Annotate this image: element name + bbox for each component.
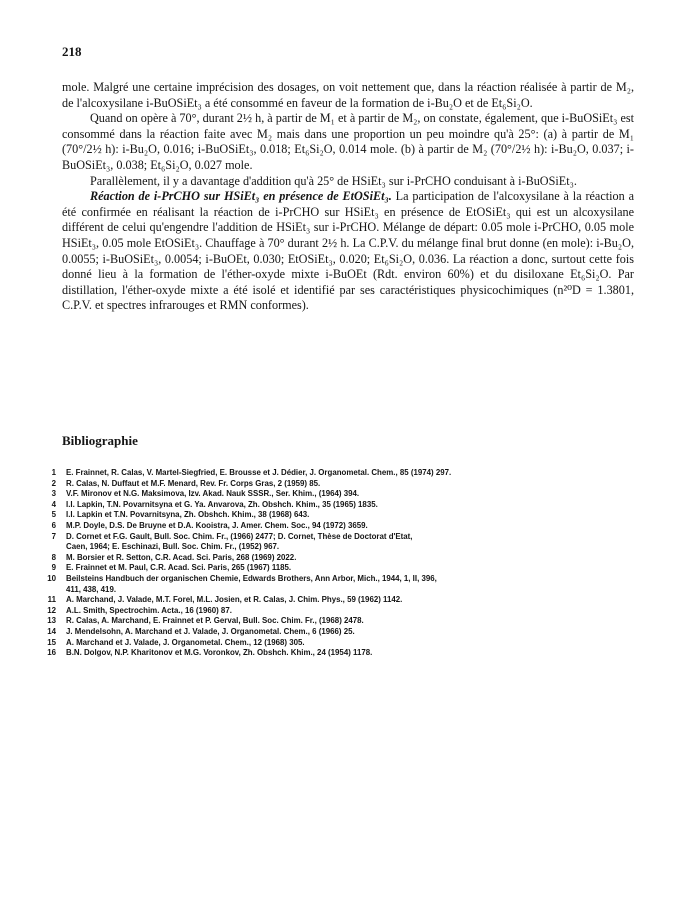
reference-number: 15 <box>47 637 56 647</box>
reference-text: A.L. Smith, Spectrochim. Acta., 16 (1960) 87. <box>66 605 232 615</box>
paragraph: Parallèlement, il y a davantage d'addition qu'à 25° de HSiEt₃ sur i-PrCHO conduisant à i-BuOSiEt₃. <box>90 173 577 188</box>
reference-item-continuation <box>42 542 642 553</box>
reference-item <box>42 595 642 606</box>
reference-item <box>42 510 642 521</box>
reference-item <box>42 574 642 585</box>
reference-item <box>42 638 642 649</box>
reference-number: 11 <box>47 595 56 605</box>
reference-text: R. Calas, N. Duffaut et M.F. Menard, Rev. Fr. Corps Gras, 2 (1959) 85. <box>66 478 321 488</box>
reference-text: M. Borsier et R. Setton, C.R. Acad. Sci. Paris, 268 (1969) 2022. <box>66 552 297 562</box>
reference-number <box>42 542 56 553</box>
bibliography-heading: Bibliographie <box>62 433 138 448</box>
reference-number: 9 <box>51 563 56 573</box>
reference-text: D. Cornet et F.G. Gault, Bull. Soc. Chim. Fr., (1966) 2477; D. Cornet, Thèse de Doctorat d'Etat, <box>66 531 413 541</box>
reference-text: I.I. Lapkin et T.N. Povarnitsyna, Zh. Obshch. Khim., 38 (1968) 643. <box>66 510 310 520</box>
reference-number: 3 <box>51 489 56 499</box>
reference-item <box>42 521 642 532</box>
reference-number: 16 <box>47 648 56 658</box>
reference-text: V.F. Mironov et N.G. Maksimova, Izv. Akad. Nauk SSSR., Ser. Khim., (1964) 394. <box>66 489 360 499</box>
reference-item-continuation <box>42 585 642 596</box>
reference-number: 8 <box>51 552 56 562</box>
reference-item <box>42 489 642 500</box>
reference-number: 7 <box>51 531 56 541</box>
reference-item <box>42 468 642 479</box>
reaction-text: La participation de l'alcoxysilane à la réaction a été confirmée en réalisant la réaction de i-PrCHO sur HSiEt₃ en présence de EtOSiEt₃ qui est un alcoxysilane différent de celui qu'engendre l'addition de HSiEt₃ sur i-PrCHO. Mélange de départ: 0.05 mole i-PrCHO, 0.05 mole HSiEt₃, 0.05 mole EtOSiEt₃. Chauffage à 70° durant 2½ h. La C.P.V. du mélange final brut donne (en mole): i-Bu₂O, 0.0055; i-BuOSiEt₃, 0.0054; i-BuOEt, 0.030; EtOSiEt₃, 0.020; Et₆Si₂O, 0.036. La réaction a donc, surtout cette fois donné lieu à la formation de l'éther-oxyde mixte i-BuOEt (Rdt. environ 60%) et du disiloxane Et₆Si₂O. Par distillation, l'éther-oxyde mixte a été isolé et identifié par ses caractéristiques physicochimiques (n²⁰D = 1.3801, C.P.V. et spectres infrarouges et RMN conformes). <box>62 189 634 313</box>
reference-text: R. Calas, A. Marchand, E. Frainnet et P. Gerval, Bull. Soc. Chim. Fr., (1968) 2478. <box>66 616 364 626</box>
reference-number: 13 <box>47 616 56 626</box>
reference-number: 4 <box>51 499 56 509</box>
reference-number <box>42 585 56 596</box>
reference-text: A. Marchand et J. Valade, J. Organometal. Chem., 12 (1968) 305. <box>66 637 305 647</box>
reference-item <box>42 553 642 564</box>
reference-item <box>42 627 642 638</box>
reference-item <box>42 606 642 617</box>
reference-text: J. Mendelsohn, A. Marchand et J. Valade, J. Organometal. Chem., 6 (1966) 25. <box>66 626 355 636</box>
reaction-title: Réaction de i-PrCHO sur HSiEt₃ en présence de EtOSiEt₃. <box>90 189 392 204</box>
reference-item <box>42 532 642 543</box>
reference-number: 12 <box>47 605 56 615</box>
reference-number: 6 <box>51 520 56 530</box>
reference-list <box>42 468 642 659</box>
reference-number: 5 <box>51 510 56 520</box>
reference-item <box>42 563 642 574</box>
reference-text: I.I. Lapkin, T.N. Povarnitsyna et G. Ya. Anvarova, Zh. Obshch. Khim., 35 (1965) 1835. <box>66 499 378 509</box>
body-text <box>62 80 634 314</box>
reference-text: Caen, 1964; E. Eschinazi, Bull. Soc. Chim. Fr., (1952) 967. <box>66 542 280 552</box>
reference-number: 14 <box>47 626 56 636</box>
reference-text: M.P. Doyle, D.S. De Bruyne et D.A. Kooistra, J. Amer. Chem. Soc., 94 (1972) 3659. <box>66 520 368 530</box>
reference-item <box>42 479 642 490</box>
reaction-paragraph <box>62 189 634 314</box>
reference-number: 2 <box>51 478 56 488</box>
page-number: 218 <box>62 44 82 59</box>
reference-number: 10 <box>47 573 56 583</box>
reference-item <box>42 616 642 627</box>
paragraph: mole. Malgré une certaine imprécision des dosages, on voit nettement que, dans la réaction réalisée à partir de M₂, de l'alcoxysilane i-BuOSiEt₃ a été consommé en faveur de la formation de i-Bu₂O et de Et₆Si₂O. <box>62 80 634 110</box>
reference-item <box>42 500 642 511</box>
reference-text: Beilsteins Handbuch der organischen Chemie, Edwards Brothers, Ann Arbor, Mich., 1944, 1, II, 396, <box>66 573 437 583</box>
reference-number: 1 <box>51 468 56 477</box>
reference-text: E. Frainnet, R. Calas, V. Martel-Siegfried, E. Brousse et J. Dédier, J. Organometal. Chem., 85 (1974) 297. <box>66 468 452 477</box>
reference-text: A. Marchand, J. Valade, M.T. Forel, M.L. Josien, et R. Calas, J. Chim. Phys., 59 (1962) 1142. <box>66 595 403 605</box>
reference-text: 411, 438, 419. <box>66 584 117 594</box>
reference-item <box>42 648 642 659</box>
paragraph: Quand on opère à 70°, durant 2½ h, à partir de M₁ et à partir de M₂, on constate, également, que i-BuOSiEt₃ est consommé dans la réaction faite avec M₂ mais dans une proportion un peu moindre qu'à 25°: (a) à partir de M₁ (70°/2½ h): i-Bu₂O, 0.016; i-BuOSiEt₃, 0.018; Et₆Si₂O, 0.014 mole. (b) à partir de M₂ (70°/2½ h): i-Bu₂O, 0.037; i-BuOSiEt₃, 0.038; Et₆Si₂O, 0.027 mole. <box>62 111 634 172</box>
reference-text: E. Frainnet et M. Paul, C.R. Acad. Sci. Paris, 265 (1967) 1185. <box>66 563 292 573</box>
reference-text: B.N. Dolgov, N.P. Kharitonov et M.G. Voronkov, Zh. Obshch. Khim., 24 (1954) 1178. <box>66 648 373 658</box>
